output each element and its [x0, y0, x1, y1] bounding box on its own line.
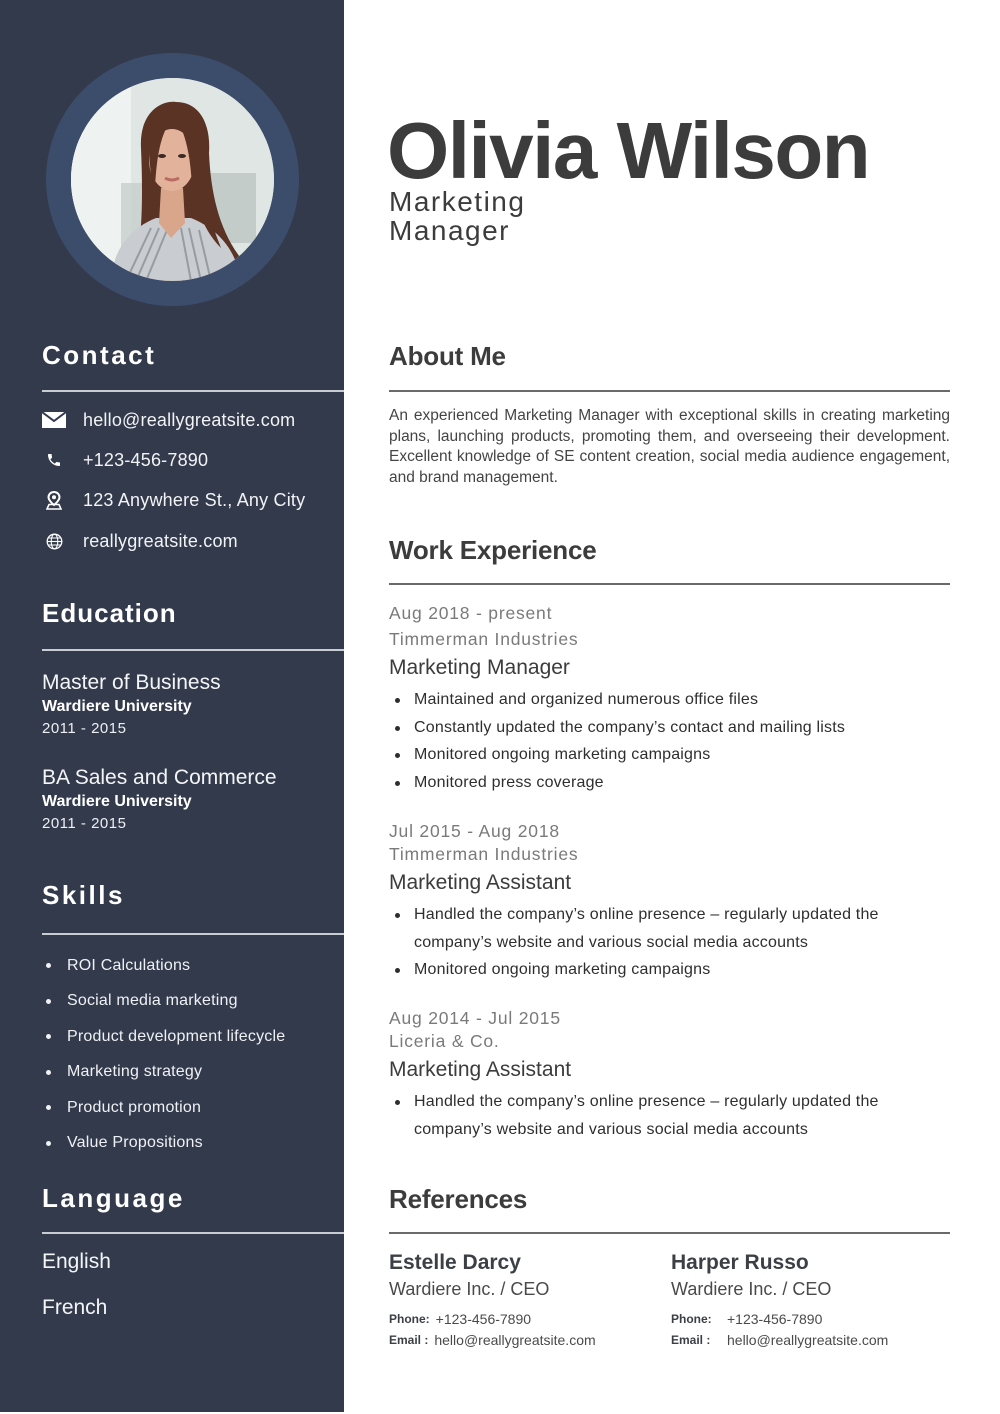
phone-label: Phone: — [389, 1312, 430, 1326]
about-heading: About Me — [389, 341, 506, 371]
candidate-role — [389, 187, 525, 245]
reference-email[interactable]: hello@reallygreatsite.com — [434, 1332, 596, 1348]
bullet-icon — [46, 1141, 51, 1146]
reference-phone[interactable]: +123-456-7890 — [435, 1311, 532, 1327]
skills-divider — [42, 933, 344, 935]
about-text: An experienced Marketing Manager with exceptional skills in creating marketing plans, launching products, promoting them, and overseeing their development. Excellent knowledge of SE content creation, social media audience engagement, and brand management. — [389, 407, 950, 486]
job-bullets — [389, 1088, 904, 1143]
language-divider — [42, 1232, 344, 1234]
profile-photo — [71, 78, 274, 281]
job-bullets — [389, 686, 950, 796]
job-bullet: Constantly updated the company’s contact and mailing lists — [389, 714, 950, 742]
location-pin-icon — [42, 490, 66, 510]
education-item — [42, 765, 277, 835]
skill-item — [46, 1055, 285, 1091]
job-bullets — [389, 901, 929, 984]
phone-icon — [42, 450, 66, 470]
about-divider — [389, 390, 950, 392]
education-degree: Master of Business — [42, 671, 221, 694]
job-bullet: Maintained and organized numerous office files — [389, 686, 950, 714]
globe-icon — [42, 531, 66, 551]
reference-email-row — [389, 1330, 669, 1351]
candidate-name: Olivia Wilson — [387, 106, 870, 195]
education-divider — [42, 649, 344, 651]
education-years: 2011 - 2015 — [42, 815, 127, 832]
reference-name: Estelle Darcy — [389, 1251, 521, 1274]
contact-phone[interactable] — [42, 448, 208, 472]
contact-website[interactable] — [42, 529, 238, 553]
skill-item — [46, 984, 285, 1020]
portrait-image — [71, 78, 274, 281]
skill-item — [46, 1126, 285, 1162]
skill-label: Marketing strategy — [67, 1063, 203, 1081]
reference-phone-row — [671, 1309, 951, 1330]
skill-item — [46, 1019, 285, 1055]
references-divider — [389, 1232, 950, 1234]
work-divider — [389, 583, 950, 585]
language-heading: Language — [42, 1183, 185, 1213]
education-degree: BA Sales and Commerce — [42, 766, 277, 789]
email-label: Email : — [389, 1333, 429, 1347]
reference-email[interactable]: hello@reallygreatsite.com — [727, 1332, 889, 1348]
contact-phone-text: +123-456-7890 — [83, 449, 209, 470]
skill-label: Product promotion — [67, 1098, 202, 1116]
reference-email-row — [671, 1330, 951, 1351]
job-title: Marketing Assistant — [389, 871, 572, 894]
bullet-icon — [46, 1034, 51, 1039]
job-date: Aug 2014 - Jul 2015 — [389, 1008, 561, 1028]
bullet-icon — [46, 999, 51, 1004]
bullet-icon — [46, 963, 51, 968]
reference-org: Wardiere Inc. / CEO — [389, 1279, 550, 1299]
job-title: Marketing Assistant — [389, 1058, 572, 1081]
role-line-2: Manager — [389, 215, 511, 246]
skill-item — [46, 948, 285, 984]
language-item-english: English — [42, 1250, 111, 1273]
phone-label: Phone: — [671, 1312, 712, 1326]
education-school: Wardiere University — [42, 698, 192, 715]
job-title: Marketing Manager — [389, 656, 570, 679]
education-item — [42, 670, 221, 740]
job-company: Liceria & Co. — [389, 1031, 500, 1051]
education-school: Wardiere University — [42, 793, 192, 810]
reference-phone-row — [389, 1309, 669, 1330]
skill-label: Product development lifecycle — [67, 1027, 286, 1045]
skill-item — [46, 1090, 285, 1126]
contact-website-text: reallygreatsite.com — [83, 530, 238, 551]
education-years: 2011 - 2015 — [42, 720, 127, 737]
job-entry — [389, 820, 950, 984]
contact-address[interactable] — [42, 488, 305, 512]
job-bullet: Handled the company’s online presence – regularly updated the company’s website and various social media accounts — [389, 1088, 904, 1143]
reference-card — [389, 1249, 669, 1351]
contact-address-text: 123 Anywhere St., Any City — [83, 489, 306, 510]
job-bullet: Handled the company’s online presence – regularly updated the company’s website and various social media accounts — [389, 901, 929, 956]
job-entry — [389, 1007, 950, 1143]
skills-heading: Skills — [42, 880, 125, 910]
reference-phone[interactable]: +123-456-7890 — [727, 1311, 823, 1327]
education-heading: Education — [42, 598, 177, 628]
skill-label: Social media marketing — [67, 992, 238, 1010]
references-heading: References — [389, 1184, 528, 1214]
job-company: Timmerman Industries — [389, 844, 579, 864]
contact-heading: Contact — [42, 340, 157, 370]
job-entry — [389, 600, 950, 796]
job-bullet: Monitored ongoing marketing campaigns — [389, 741, 950, 769]
contact-email[interactable] — [42, 408, 295, 432]
photo-ring — [46, 53, 299, 306]
role-line-1: Marketing — [389, 186, 526, 217]
reference-name: Harper Russo — [671, 1251, 809, 1274]
language-item-french: French — [42, 1296, 108, 1319]
skill-label: ROI Calculations — [67, 956, 191, 974]
reference-org: Wardiere Inc. / CEO — [671, 1279, 832, 1299]
mail-icon — [42, 410, 66, 430]
work-heading: Work Experience — [389, 535, 597, 565]
skills-list — [46, 948, 285, 1161]
job-company: Timmerman Industries — [389, 629, 579, 649]
reference-card — [671, 1249, 951, 1351]
job-bullet: Monitored press coverage — [389, 769, 950, 797]
skill-label: Value Propositions — [67, 1134, 203, 1152]
bullet-icon — [46, 1070, 51, 1075]
job-date: Jul 2015 - Aug 2018 — [389, 821, 560, 841]
job-bullet: Monitored ongoing marketing campaigns — [389, 956, 929, 984]
sidebar — [0, 0, 344, 1412]
job-date: Aug 2018 - present — [389, 603, 553, 623]
email-label: Email : — [671, 1333, 711, 1347]
bullet-icon — [46, 1105, 51, 1110]
contact-divider — [42, 390, 344, 392]
contact-email-text: hello@reallygreatsite.com — [83, 409, 296, 430]
